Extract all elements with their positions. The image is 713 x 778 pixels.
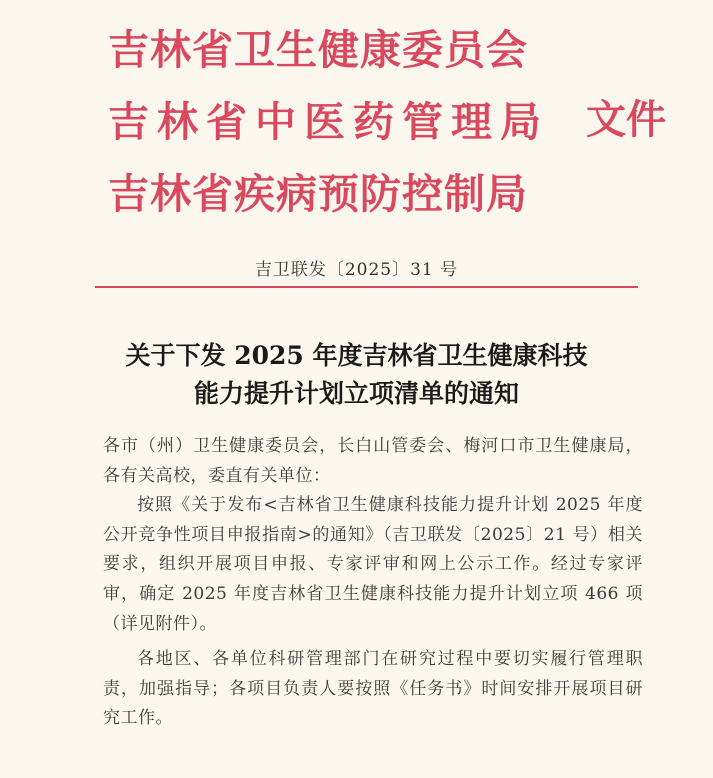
addressee: 各市（州）卫生健康委员会，长白山管委会、梅河口市卫生健康局，各有关高校，委直有关单位： (103, 436, 643, 486)
issuer-tcm-administration: 吉林省中医药管理局 (108, 98, 549, 146)
red-divider (95, 286, 638, 288)
document-type-label: 文件 (586, 97, 666, 143)
document-title (0, 337, 713, 413)
issuer-block (108, 14, 549, 230)
issuer-health-commission: 吉林省卫生健康委员会 (108, 26, 528, 74)
document-body (103, 432, 643, 734)
title-line-1: 关于下发 2025 年度吉林省卫生健康科技 (125, 341, 588, 370)
body-paragraph-1: 按照《关于发布<吉林省卫生健康科技能力提升计划 2025 年度公开竞争性项目申报指南>的通知》（吉卫联发〔2025〕21 号）相关要求，组织开展项目申报、专家评审和网上公示工作。经过专家评审，确定 2025 年度吉林省卫生健康科技能力提升计划立项 466 项（详见附件）。 (103, 495, 643, 634)
body-paragraph-2: 各地区、各单位科研管理部门在研究过程中要切实履行管理职责，加强指导；各项目负责人要按照《任务书》时间安排开展项目研究工作。 (103, 649, 643, 729)
document-number: 吉卫联发〔2025〕31 号 (254, 260, 459, 280)
issuer-cdc-bureau: 吉林省疾病预防控制局 (108, 170, 528, 218)
title-line-2: 能力提升计划立项清单的通知 (193, 379, 519, 408)
